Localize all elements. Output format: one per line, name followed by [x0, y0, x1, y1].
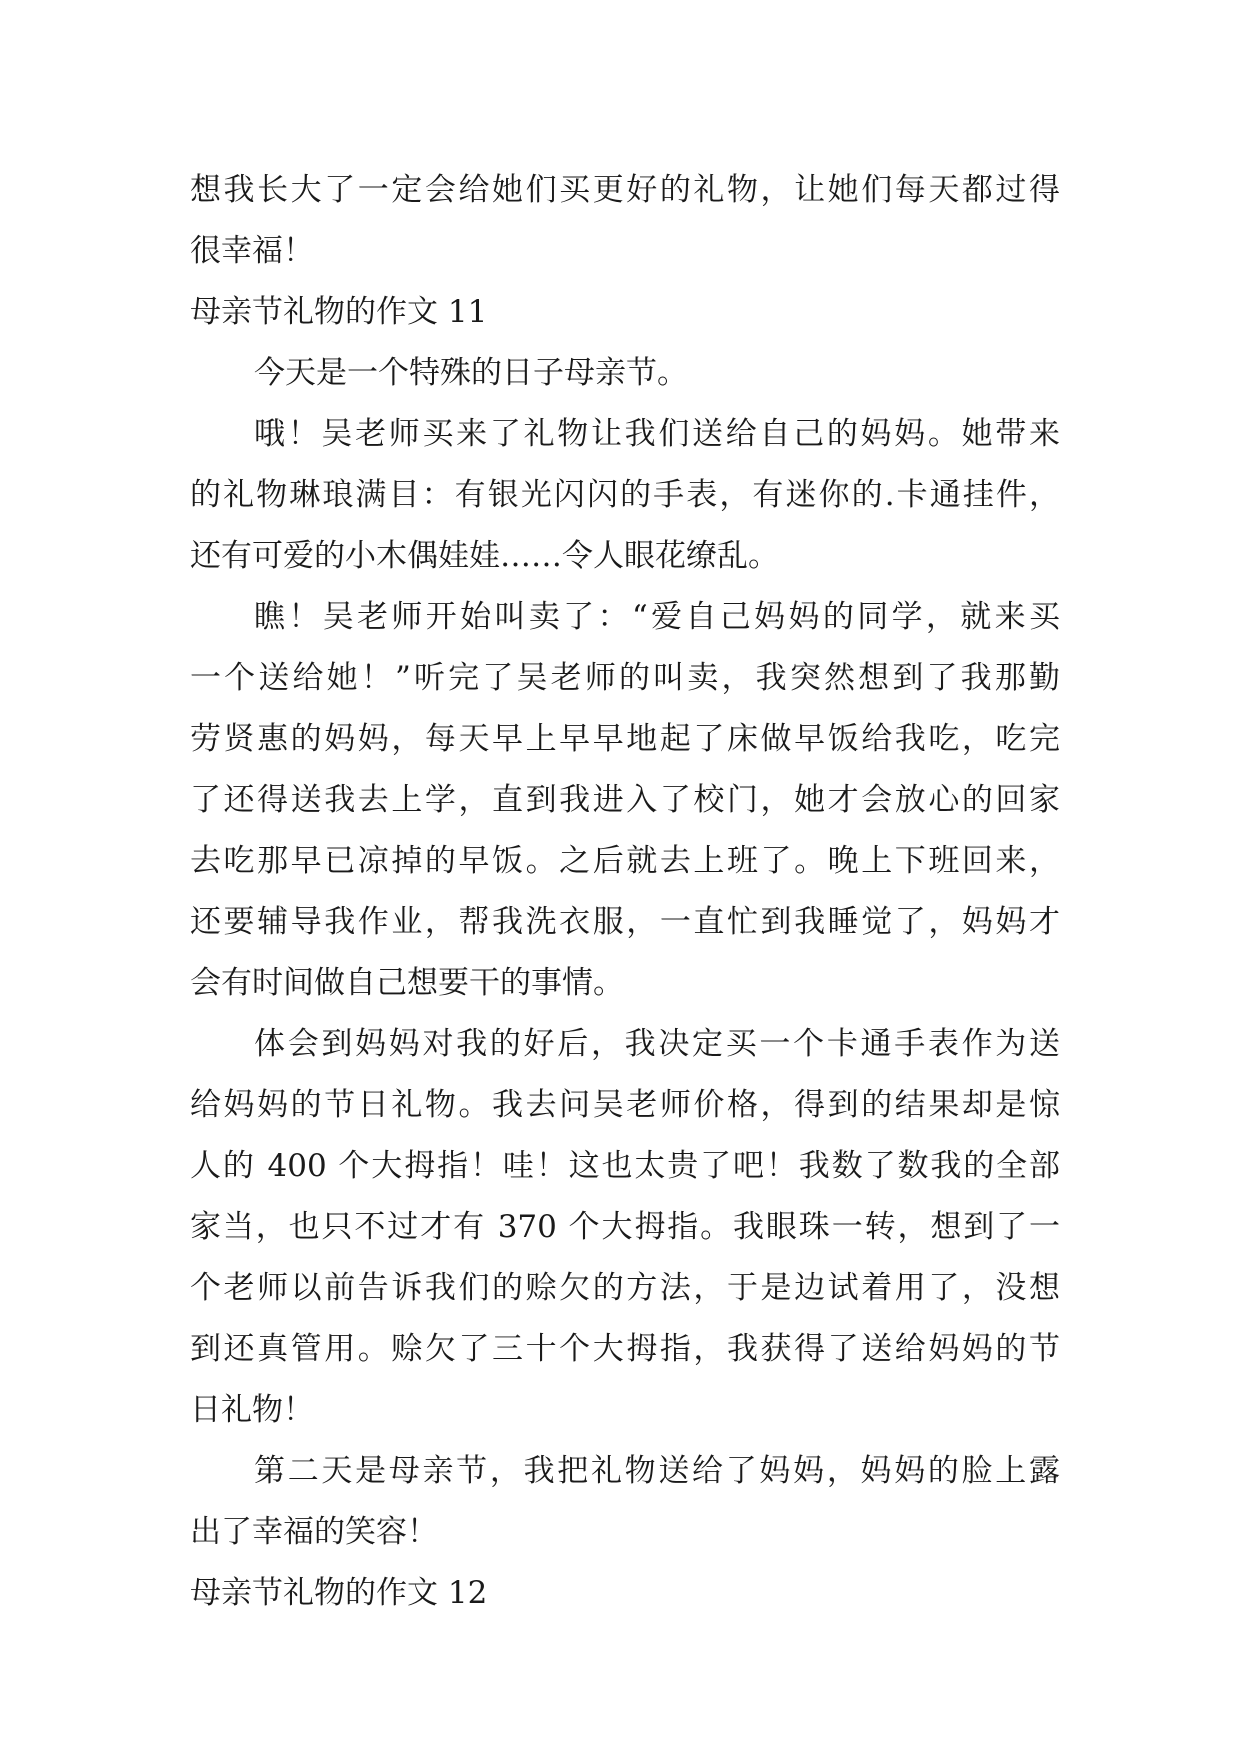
paragraph-line: 想我长大了一定会给她们买更好的礼物，让她们每天都过得	[190, 172, 1060, 208]
paragraph-line: 给妈妈的节日礼物。我去问吴老师价格，得到的结果却是惊	[190, 1087, 1060, 1123]
paragraph-line: 个老师以前告诉我们的赊欠的方法，于是边试着用了，没想	[190, 1270, 1060, 1306]
paragraph-line: 日礼物！	[190, 1392, 314, 1428]
paragraph-line: 的礼物琳琅满目：有银光闪闪的手表，有迷你的.卡通挂件，	[190, 477, 1060, 513]
paragraph-line: 还有可爱的小木偶娃娃……令人眼花缭乱。	[190, 538, 779, 574]
paragraph-line: 瞧！吴老师开始叫卖了：“爱自己妈妈的同学，就来买	[254, 599, 1060, 635]
paragraph-line: 劳贤惠的妈妈，每天早上早早地起了床做早饭给我吃，吃完	[190, 721, 1060, 757]
paragraph-line: 还要辅导我作业，帮我洗衣服，一直忙到我睡觉了，妈妈才	[190, 904, 1060, 940]
paragraph-line: 人的 400 个大拇指！哇！这也太贵了吧！我数了数我的全部	[190, 1148, 1060, 1184]
paragraph-line: 很幸福！	[190, 233, 314, 269]
paragraph-line: 哦！吴老师买来了礼物让我们送给自己的妈妈。她带来	[254, 416, 1060, 452]
section-heading: 母亲节礼物的作文 12	[190, 1575, 488, 1611]
paragraph-line: 出了幸福的笑容！	[190, 1514, 438, 1550]
paragraph-line: 会有时间做自己想要干的事情。	[190, 965, 624, 1001]
paragraph-line: 到还真管用。赊欠了三十个大拇指，我获得了送给妈妈的节	[190, 1331, 1060, 1367]
paragraph-line: 了还得送我去上学，直到我进入了校门，她才会放心的回家	[190, 782, 1060, 818]
paragraph-line: 第二天是母亲节，我把礼物送给了妈妈，妈妈的脸上露	[254, 1453, 1060, 1489]
paragraph-line: 体会到妈妈对我的好后，我决定买一个卡通手表作为送	[254, 1026, 1060, 1062]
section-heading: 母亲节礼物的作文 11	[190, 294, 488, 330]
paragraph-line: 去吃那早已凉掉的早饭。之后就去上班了。晚上下班回来，	[190, 843, 1060, 879]
paragraph-line: 一个送给她！”听完了吴老师的叫卖，我突然想到了我那勤	[190, 660, 1060, 696]
document-body	[190, 160, 1060, 1624]
paragraph-line: 家当，也只不过才有 370 个大拇指。我眼珠一转，想到了一	[190, 1209, 1060, 1245]
paragraph-line: 今天是一个特殊的日子母亲节。	[254, 355, 688, 391]
